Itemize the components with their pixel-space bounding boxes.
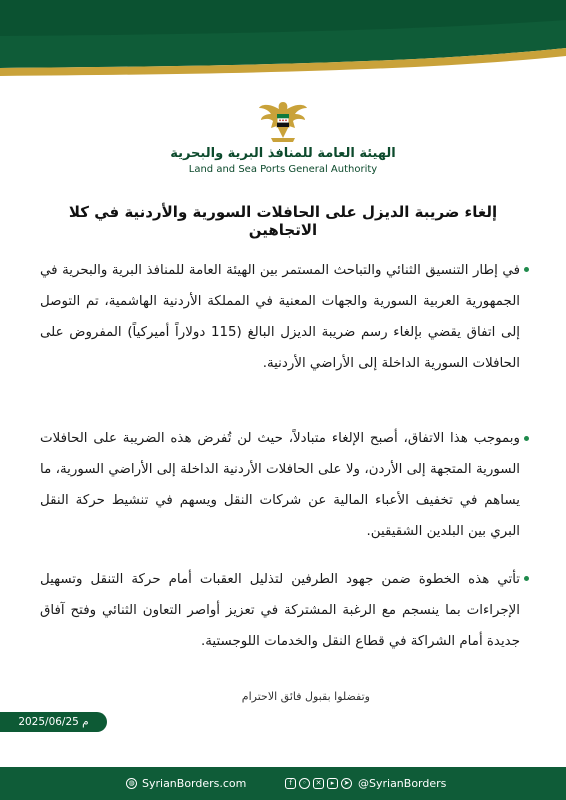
bullet-icon: [524, 576, 529, 581]
youtube-icon[interactable]: ▸: [327, 778, 338, 789]
website-text: SyrianBorders.com: [142, 777, 247, 790]
date-badge: 2025/06/25 م: [0, 712, 107, 732]
bullet-icon: [524, 267, 529, 272]
x-icon[interactable]: ✕: [313, 778, 324, 789]
telegram-icon[interactable]: ➤: [341, 778, 352, 789]
bullet-icon: [524, 436, 529, 441]
closing-line: وتفضلوا بقبول فائق الاحترام: [241, 690, 370, 703]
document-title: إلغاء ضريبة الديزل على الحافلات السورية والأردنية في كلا الاتجاهين: [68, 203, 498, 239]
footer-bar: [0, 767, 566, 800]
header-wave-band: [0, 0, 566, 90]
website-link[interactable]: [126, 767, 246, 800]
eagle-emblem-icon: [257, 98, 309, 144]
paragraph-2: وبموجب هذا الاتفاق، أصبح الإلغاء متبادلاً، حيث لن تُفرض هذه الضريبة على الحافلات السورية المتجهة إلى الأردن، ولا على الحافلات الأردنية الداخلة إلى الأراضي السورية، ما يساهم في تخفيف الأعباء المالية عن شركات النقل ويسهم في تنشيط حركة النقل البري بين البلدين الشقيقين.: [40, 431, 520, 539]
facebook-icon[interactable]: f: [285, 778, 296, 789]
authority-name-arabic: الهيئة العامة للمنافذ البرية والبحرية: [170, 146, 396, 161]
authority-name-english: Land and Sea Ports General Authority: [188, 164, 378, 175]
globe-icon: ◍: [126, 778, 137, 789]
paragraph-1: في إطار التنسيق الثنائي والتباحث المستمر بين الهيئة العامة للمنافذ البرية والبحرية في الجمهورية العربية السورية والجهات المعنية في المملكة الأردنية الهاشمية، تم التوصل إلى اتفاق يقضي بإلغاء رسم ضريبة الديزل البالغ (115 دولاراً أميركياً) المفروض على الحافلات السورية الداخلة إلى الأراضي الأردنية.: [40, 263, 521, 371]
instagram-icon[interactable]: ◦: [299, 778, 310, 789]
social-handle: @SyrianBorders: [358, 777, 447, 790]
paragraph-3: تأتي هذه الخطوة ضمن جهود الطرفين لتذليل العقبات أمام حركة التنقل وتسهيل الإجراءات بما ينسجم مع الرغبة المشتركة في تعزيز أواصر التعاون الثنائي وفتح آفاق جديدة أمام الشراكة في قطاع النقل والخدمات اللوجستية.: [40, 572, 520, 649]
social-links: [285, 767, 446, 800]
